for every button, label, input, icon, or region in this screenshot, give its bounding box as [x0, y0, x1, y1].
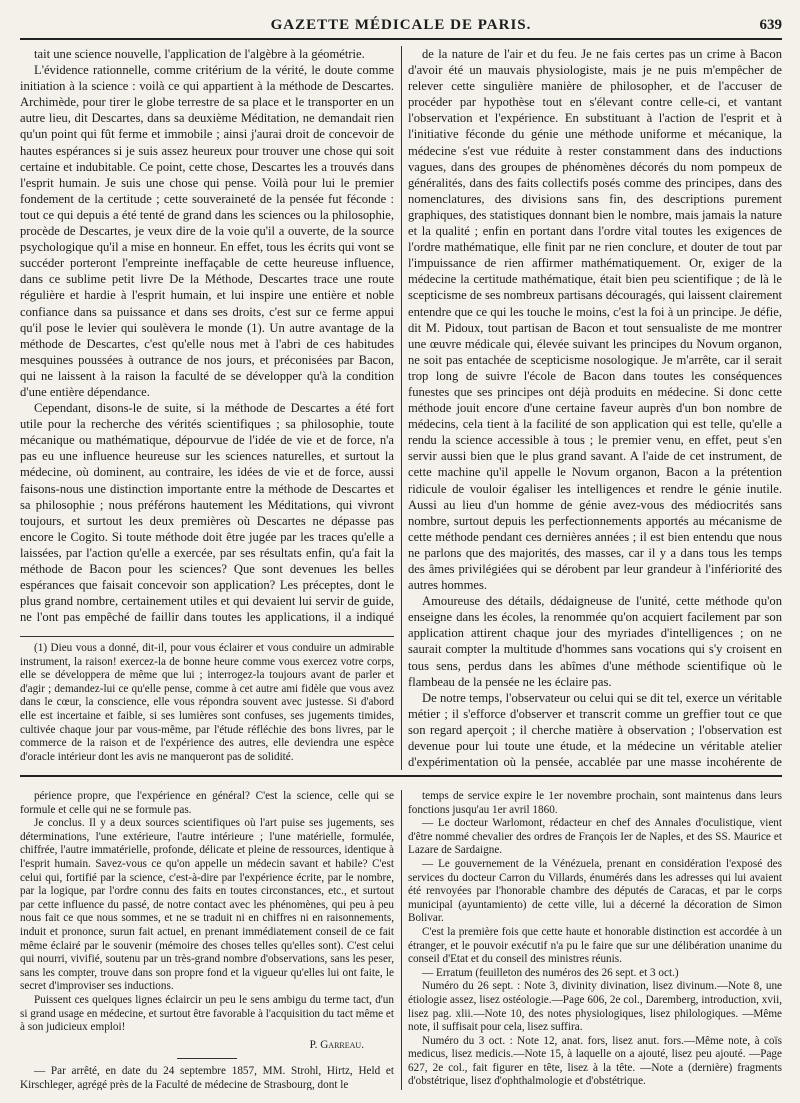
paragraph: — Le docteur Warlomont, rédacteur en chef des Annales d'oculistique, vient d'être nommé chevalier des ordres de François Ier de Naples, et des SS. Maurice et Lazare de Sardaigne. — [408, 817, 782, 857]
paragraph: temps de service expire le 1er novembre prochain, sont maintenus dans leurs fonctions jusqu'au 1er avril 1860. — [408, 790, 782, 816]
paragraph: L'évidence rationnelle, comme critérium de la vérité, le doute comme initiation à la science : voilà ce qui appartient à la méthode de Descartes. Archimède, pour tirer le globe terrestre de sa place et le transporter en un autre lieu, dit Descartes, dans sa deuxième Méditation, ne demandait rien qu'un point qui fût ferme et immobile ; ainsi j'aurai droit de concevoir de hautes espérances si je suis assez heureux pour trouver une chose qui soit certaine et indubitable. Ce point, cette chose, Descartes les a trouvés dans l'esprit humain. Je suis une chose qui pense. Voilà pour lui le premier fondement de la certitude ; cette souveraineté de la pensée fut féconde : tout ce qui depuis a été tenté de grand dans les sciences ou la philosophie, procède de Descartes, je veux dire de la voie qu'il a ouverte, de la source psychologique qu'il a mise en honneur. En effet, tous les écrits qui vont se succéder porteront l'empreinte ineffaçable de cette heureuse influence, dans ce sublime petit livre De la Méthode, Descartes trace une route régulière et hardie à l'esprit humain, et lui inspire une entière et noble confiance dans sa puissance et dans ses droits, c'est sur ce ferme appui qu'il pose le levier qui soulèvera le monde (1). Un autre avantage de la méthode de Descartes, c'est qu'elle nous met à l'abri de ces habitudes mesquines poussées à outrance de nos jours, et préconisées par Bacon, qui ne laissent à la raison la faculté de se développer qu'à la condition d'une entière dépendance. — [20, 63, 394, 399]
paragraph: Je conclus. Il y a deux sources scientifiques où l'art puise ses jugements, ses déterminations, l'une extérieure, l'autre intérieure ; l'une matérielle, formulée, chiffrée, l'autre immatérielle, profonde, délicate et pleine de ressources, identique à l'esprit humain. Savez-vous ce qu'on appelle un médecin savant et habile? C'est celui qui, fortifié par la science, c'est-à-dire par l'expérience écrite, par le nombre, par la logique, par l'ordre connu des faits en toutes circonstances, etc., et surtout par cette influence du passé, de notre contact avec les phénomènes, qui peu à peu nous fait ce que nous sommes, et ne se traduit ni en chiffres ni en raisonnements, induit et prononce, surun fait actuel, en prenant immédiatement conseil de ce fait même éclairé par le souvenir (mémoire des choses telles qu'elles sont). C'est celui qui nourri, vivifié, soutenu par un très-grand nombre d'observations, sans les peser, sans les compter, trouve dans son propre fond et la vigueur qu'elles lui ont faite, le secret d'improviser ses inductions. — [20, 817, 394, 993]
upper-left-column — [20, 46, 394, 626]
paragraph: périence propre, que l'expérience en général? C'est la science, celle qui se formule et celle qui ne se formule pas. — [20, 790, 394, 816]
author-signature: P. Garreau. — [309, 1038, 364, 1051]
lower-column-divider — [401, 790, 402, 1090]
paragraph: C'est la première fois que cette haute et honorable distinction est accordée à un étranger, et le pouvoir exécutif n'a pu le faire que sur une délibération unanime du conseil d'Etat et du conseil des ministres réunis. — [408, 925, 782, 966]
paragraph: — Le gouvernement de la Vénézuela, prenant en considération l'exposé des services du docteur Carron du Villards, énumérés dans les adresses qui lui avaient été renvoyées par l'honorable chambre des députés de Caracas, et par le corps municipal (ayuntamiento) de cette ville, lui a décerné la décoration de Simon Bolivar. — [408, 857, 782, 925]
paragraph: de la nature de l'air et du feu. Je ne fais certes pas un crime à Bacon d'avoir été un mauvais physiologiste, mais je ne puis m'empêcher de relever cette singulière manière de philosopher, et de l'accuser de procéder par hypothèse tout en s'élevant contre celle-ci, et vantant l'observation et l'expérience. En substituant à l'action de l'esprit et à l'initiative féconde du génie une méthode uniforme et mécanique, la médecine s'est vue réduite à rester constamment dans des inductions vagues, dans des groupes de phénomènes décorés du nom pompeux de généralités, dans des faits collectifs posés comme des principes, dans des nomenclatures, des divisions sans fin, des descriptions purement graphiques, des statistiques donnant bien le nombre, mais jamais la nature et la qualité ; enfin en portant dans l'ordre vital toutes les exigences de l'ordre mathématique, elle finit par ne rien conclure, et douter de tout par l'impuissance de rien affirmer mathématiquement. Or, exiger de la médecine la certitude mathématique, était bien peu scientifique ; de là le scepticisme de ses nombreux partisans découragés, qui laissent clairement entendre que ce qui les touche le moins, c'est la foi à un principe. Je défie, dit M. Pidoux, tout partisan de Bacon et tout sensualiste de me montrer une œuvre médicale qui, élevée suivant les principes du Novum organon, ne soit pas entachée de scepticisme nosologique. Je m'arrête, car il serait trop long de suivre l'école de Bacon dans toutes les conséquences funestes que ses principes ont déjà produits en médecine. Si donc cette méthode jouit encore d'une certaine faveur auprès d'un bon nombre de médecins, cela tient à la facilité de son application qui est telle, qu'elle a rendu la science accessible à tous ; le premier venu, en effet, peut s'en servir aussi bien que le plus grand savant. A l'aide de cet instrument, de cette machine qu'il appelle le Novum organon, Bacon a la prétention ridicule de vouloir égaliser les intelligences et rendre le génie inutile. Aussi au lieu d'un homme de génie avez-vous des médiocrités sans nombre, surtout depuis les perfectionnements apportés au mécanisme de cette méthode pendant ces dernières années ; il est bien entendu que nous ne parlons que des majorités, des masses, car il y a dans tous les temps des âmes privilégiées qui se dérobent par leur grandeur à l'infériorité des autres hommes. — [408, 47, 782, 593]
section-divider — [20, 775, 782, 777]
page-number: 639 — [759, 17, 782, 33]
upper-column-divider — [401, 46, 402, 770]
paragraph: Cependant, disons-le de suite, si la méthode de Descartes a été fort utile pour la recherche des vérités scientifiques ; sa philosophie, toute mécanique ou mathématique, dépourvue de l'idée de vie et de force, n'a pas eu une influence heureuse sur les sciences naturelles, et surtout la médecine, où dominent, au contraire, les idées de vie et de force, aussi faisons-nous une distinction importante entre la méthode de Descartes et sa philosophie ; nous préférons hautement les Méditations, qui vivront toujours, et surtout les deux premières où Descartes ne dépasse pas encore le Cogito. Si toute méthode doit être jugée par les traces qu'elle a laissées, par l'action qu'elle a exercée, par ses résultats enfin, qu'a fait la méthode de Bacon pour les sciences? Que sont devenues les belles espérances que faisait concevoir son application? Les préceptes, dont le plus grand nombre, certainement utiles et qui devaient lui servir de guide, ne l'ont pas empêché de faillir dans toutes les applications, il a indiqué — [20, 401, 394, 625]
paragraph: tait une science nouvelle, l'application de l'algèbre à la géométrie. — [34, 47, 365, 61]
upper-right-column — [408, 46, 782, 770]
lower-right-column — [408, 790, 782, 1090]
paragraph: Puissent ces quelques lignes éclaircir un peu le sens ambigu du terme tact, d'un si grand usage en médecine, et surtout être favorable à l'acquisition du tact même et à son judicieux emploi! — [20, 993, 394, 1034]
journal-title: GAZETTE MÉDICALE DE PARIS. — [270, 17, 532, 33]
footnote-divider — [20, 636, 394, 637]
footnote — [20, 642, 394, 770]
footnote-text: (1) Dieu vous a donné, dit-il, pour vous éclairer et vous conduire un admirable instrument, la raison! exercez-la de bonne heure comme vous exercez votre corps, elle se développera de même que lui ; interrogez-la toujours avant de parler et d'agir ; demandez-lui ce qu'elle pense, comme à cet autre ami fidèle que vous avez dans le cœur, la conscience, elle vous répondra souvent avec justesse. Si d'abord elle est incertaine et faible, si ses lumières sont confuses, ses jugements timides, cultivée chaque jour par vous-même, par l'étude réfléchie des bons livres, par le commerce de la raison et de l'expérience des autres, elle deviendra une espèce d'oracle intérieur dont les avis ne manqueront pas de solidité. — [20, 642, 394, 763]
separator-rule — [177, 1058, 237, 1059]
erratum-heading: — Erratum (feuilleton des numéros des 26 sept. et 3 oct.) — [422, 966, 679, 979]
paragraph: Amoureuse des détails, dédaigneuse de l'unité, cette méthode qu'on enseigne dans les écoles, la renommée qu'on acquiert facilement par son application attirent chaque jour des myriades d'intelligences ; on ne saurait compter la multitude d'hommes sans vocations qui s'y croisent en tous sens, perdus dans les abîmes d'une méthode scientifique où le flambeau de la pensée ne les éclaire pas. — [408, 594, 782, 689]
paragraph: — Par arrêté, en date du 24 septembre 1857, MM. Strohl, Hirtz, Held et Kirschleger, agrégé près de la Faculté de médecine de Strasbourg, dont le — [20, 1065, 394, 1090]
page-header — [20, 14, 782, 40]
paragraph: De notre temps, l'observateur ou celui qui se dit tel, exerce un véritable métier ; il s'efforce d'observer et transcrit comme un greffier tout ce que son regard aperçoit ; il cherche matière à observation ; l'observation est devenue pour lui toute une étude, et la médecine un véritable atelier d'expérimentation où la pensée, accablée par une masse incohérente de — [408, 690, 782, 770]
paragraph: Numéro du 26 sept. : Note 3, divinity divination, lisez divinum.—Note 8, une étiologie assez, lisez ostéologie.—Page 606, 2e col., Daremberg, introduction, xvii, lisez pag. xlii.—Note 10, des notes physiologiques, lisez philologiques. —Même note, il suffisait pour cela, lisez suffira. — [408, 980, 782, 1034]
lower-left-column — [20, 790, 394, 1090]
paragraph: Numéro du 3 oct. : Note 12, anat. fors, lisez anut. fors.—Même note, à coïs medicus, lisez medicis.—Note 15, à laquelle on a ajouté, lisez peu ajouté. —Page 627, 2e col., fait figurer en tête, lisez à la tête. —Note a (dernière) fragments d'obstétrique, lisez d'ophthalmologie et d'obstétrique. — [408, 1034, 782, 1088]
